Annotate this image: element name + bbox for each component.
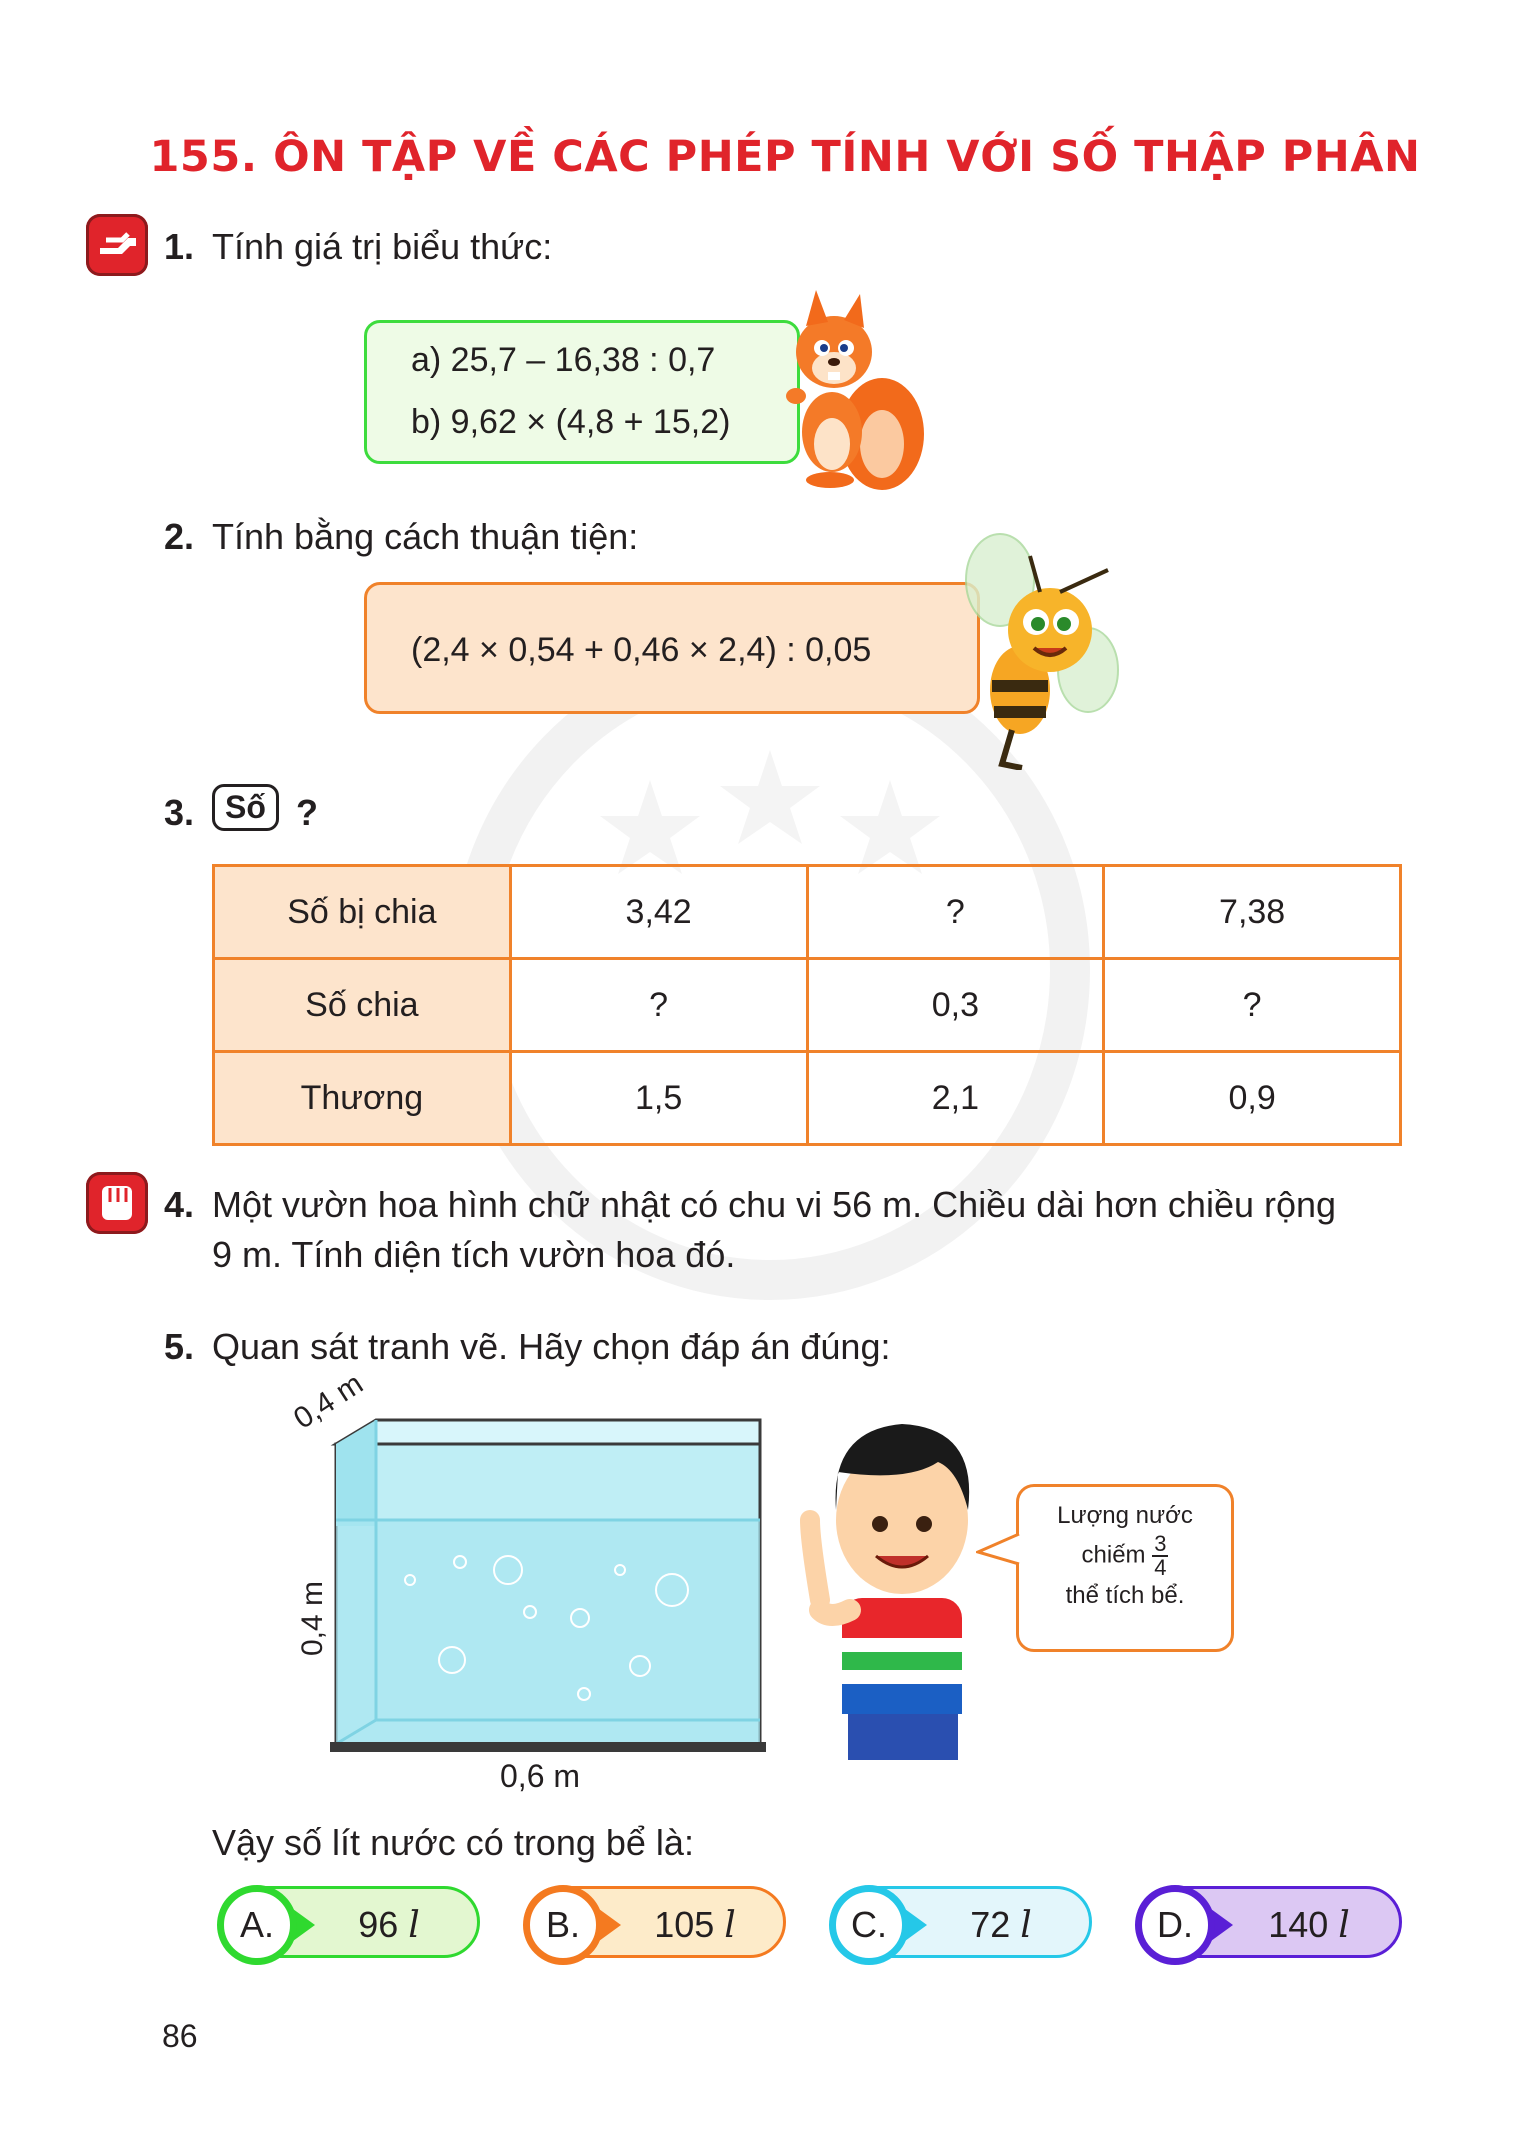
- question-4-line-1: Một vườn hoa hình chữ nhật có chu vi 56 m. Chiều dài hơn chiều rộng: [212, 1184, 1337, 1225]
- option-b-value: 105: [654, 1904, 715, 1945]
- table-cell: Số chia: [214, 959, 511, 1052]
- option-a-value: 96: [358, 1904, 399, 1945]
- table-row: [214, 1052, 1401, 1145]
- table-row: [214, 866, 1401, 959]
- table-cell: ?: [1104, 959, 1401, 1052]
- table-cell: ?: [510, 959, 807, 1052]
- table-cell: ?: [807, 866, 1104, 959]
- aquarium-illustration: [280, 1390, 800, 1770]
- question-5-number: 5.: [164, 1326, 195, 1367]
- width-label: 0,6 m: [500, 1758, 581, 1794]
- bubble-chiem: chiếm: [1081, 1541, 1146, 1569]
- table-cell: 1,5: [510, 1052, 807, 1145]
- page-title: 155. ÔN TẬP VỀ CÁC PHÉP TÍNH VỚI SỐ THẬP PHÂN: [149, 132, 1421, 182]
- option-c-letter: C.: [829, 1885, 909, 1965]
- question-1-number: 1.: [164, 226, 195, 267]
- option-b-value-group: [617, 1889, 773, 1961]
- question-4-number: 4.: [164, 1184, 195, 1225]
- depth-label: 0,4 m: [288, 1367, 369, 1436]
- table-cell: Số bị chia: [214, 866, 511, 959]
- option-c-unit: l: [1020, 1904, 1032, 1946]
- question-1-formula-box: [364, 320, 800, 464]
- option-c-value: 72: [970, 1904, 1011, 1945]
- option-a-letter: A.: [217, 1885, 297, 1965]
- exercise-type-icon: [86, 1172, 148, 1234]
- table-cell: 2,1: [807, 1052, 1104, 1145]
- boy-illustration: [780, 1400, 1010, 1760]
- division-table: [212, 864, 1402, 1146]
- fraction-denominator: 4: [1154, 1555, 1167, 1580]
- table-cell: Thương: [214, 1052, 511, 1145]
- option-b[interactable]: [524, 1886, 786, 1958]
- option-d-unit: l: [1338, 1904, 1350, 1946]
- option-a-value-group: [311, 1889, 467, 1961]
- option-a[interactable]: [218, 1886, 480, 1958]
- table-cell: 3,42: [510, 866, 807, 959]
- option-d-value-group: [1229, 1889, 1389, 1961]
- option-d-letter: D.: [1135, 1885, 1215, 1965]
- bee-illustration: [940, 530, 1130, 770]
- question-3-number: 3.: [164, 792, 195, 833]
- bubble-line-1: Lượng nước: [1057, 1502, 1193, 1529]
- option-c[interactable]: [830, 1886, 1092, 1958]
- table-row: [214, 959, 1401, 1052]
- bubble-line-2: [1019, 1533, 1231, 1579]
- fraction: [1152, 1533, 1168, 1579]
- table-cell: 7,38: [1104, 866, 1401, 959]
- question-2-formula-box: [364, 582, 980, 714]
- height-label: 0,4 m: [296, 1580, 329, 1656]
- question-5-prompt: Vậy số lít nước có trong bể là:: [212, 1822, 694, 1863]
- question-2-number: 2.: [164, 516, 195, 557]
- bubble-line-3: thể tích bể.: [1065, 1582, 1185, 1609]
- squirrel-illustration: [770, 284, 930, 494]
- so-box-label: Số: [212, 784, 279, 831]
- page-number: 86: [162, 2018, 198, 2054]
- question-2-text: Tính bằng cách thuận tiện:: [212, 516, 639, 557]
- option-d[interactable]: [1136, 1886, 1402, 1958]
- exercise-type-icon: [86, 214, 148, 276]
- bubble-tail: [976, 1530, 1022, 1570]
- option-b-unit: l: [724, 1904, 736, 1946]
- question-4-line-2: 9 m. Tính diện tích vườn hoa đó.: [212, 1234, 736, 1275]
- fist-icon: [86, 1172, 148, 1234]
- option-c-value-group: [923, 1889, 1079, 1961]
- hand-pointing-icon: [86, 214, 148, 276]
- speech-bubble: [1016, 1484, 1234, 1652]
- option-a-unit: l: [408, 1904, 420, 1946]
- table-cell: 0,9: [1104, 1052, 1401, 1145]
- so-box: [212, 784, 279, 831]
- question-1-text: Tính giá trị biểu thức:: [212, 226, 553, 267]
- expression-2: (2,4 × 0,54 + 0,46 × 2,4) : 0,05: [411, 631, 872, 669]
- question-5-text: Quan sát tranh vẽ. Hãy chọn đáp án đúng:: [212, 1326, 891, 1367]
- expression-a: a) 25,7 – 16,38 : 0,7: [411, 341, 716, 379]
- option-d-value: 140: [1268, 1904, 1329, 1945]
- question-mark: ?: [296, 792, 318, 833]
- option-b-letter: B.: [523, 1885, 603, 1965]
- table-cell: 0,3: [807, 959, 1104, 1052]
- fraction-numerator: 3: [1154, 1531, 1167, 1556]
- expression-b: b) 9,62 × (4,8 + 15,2): [411, 403, 731, 441]
